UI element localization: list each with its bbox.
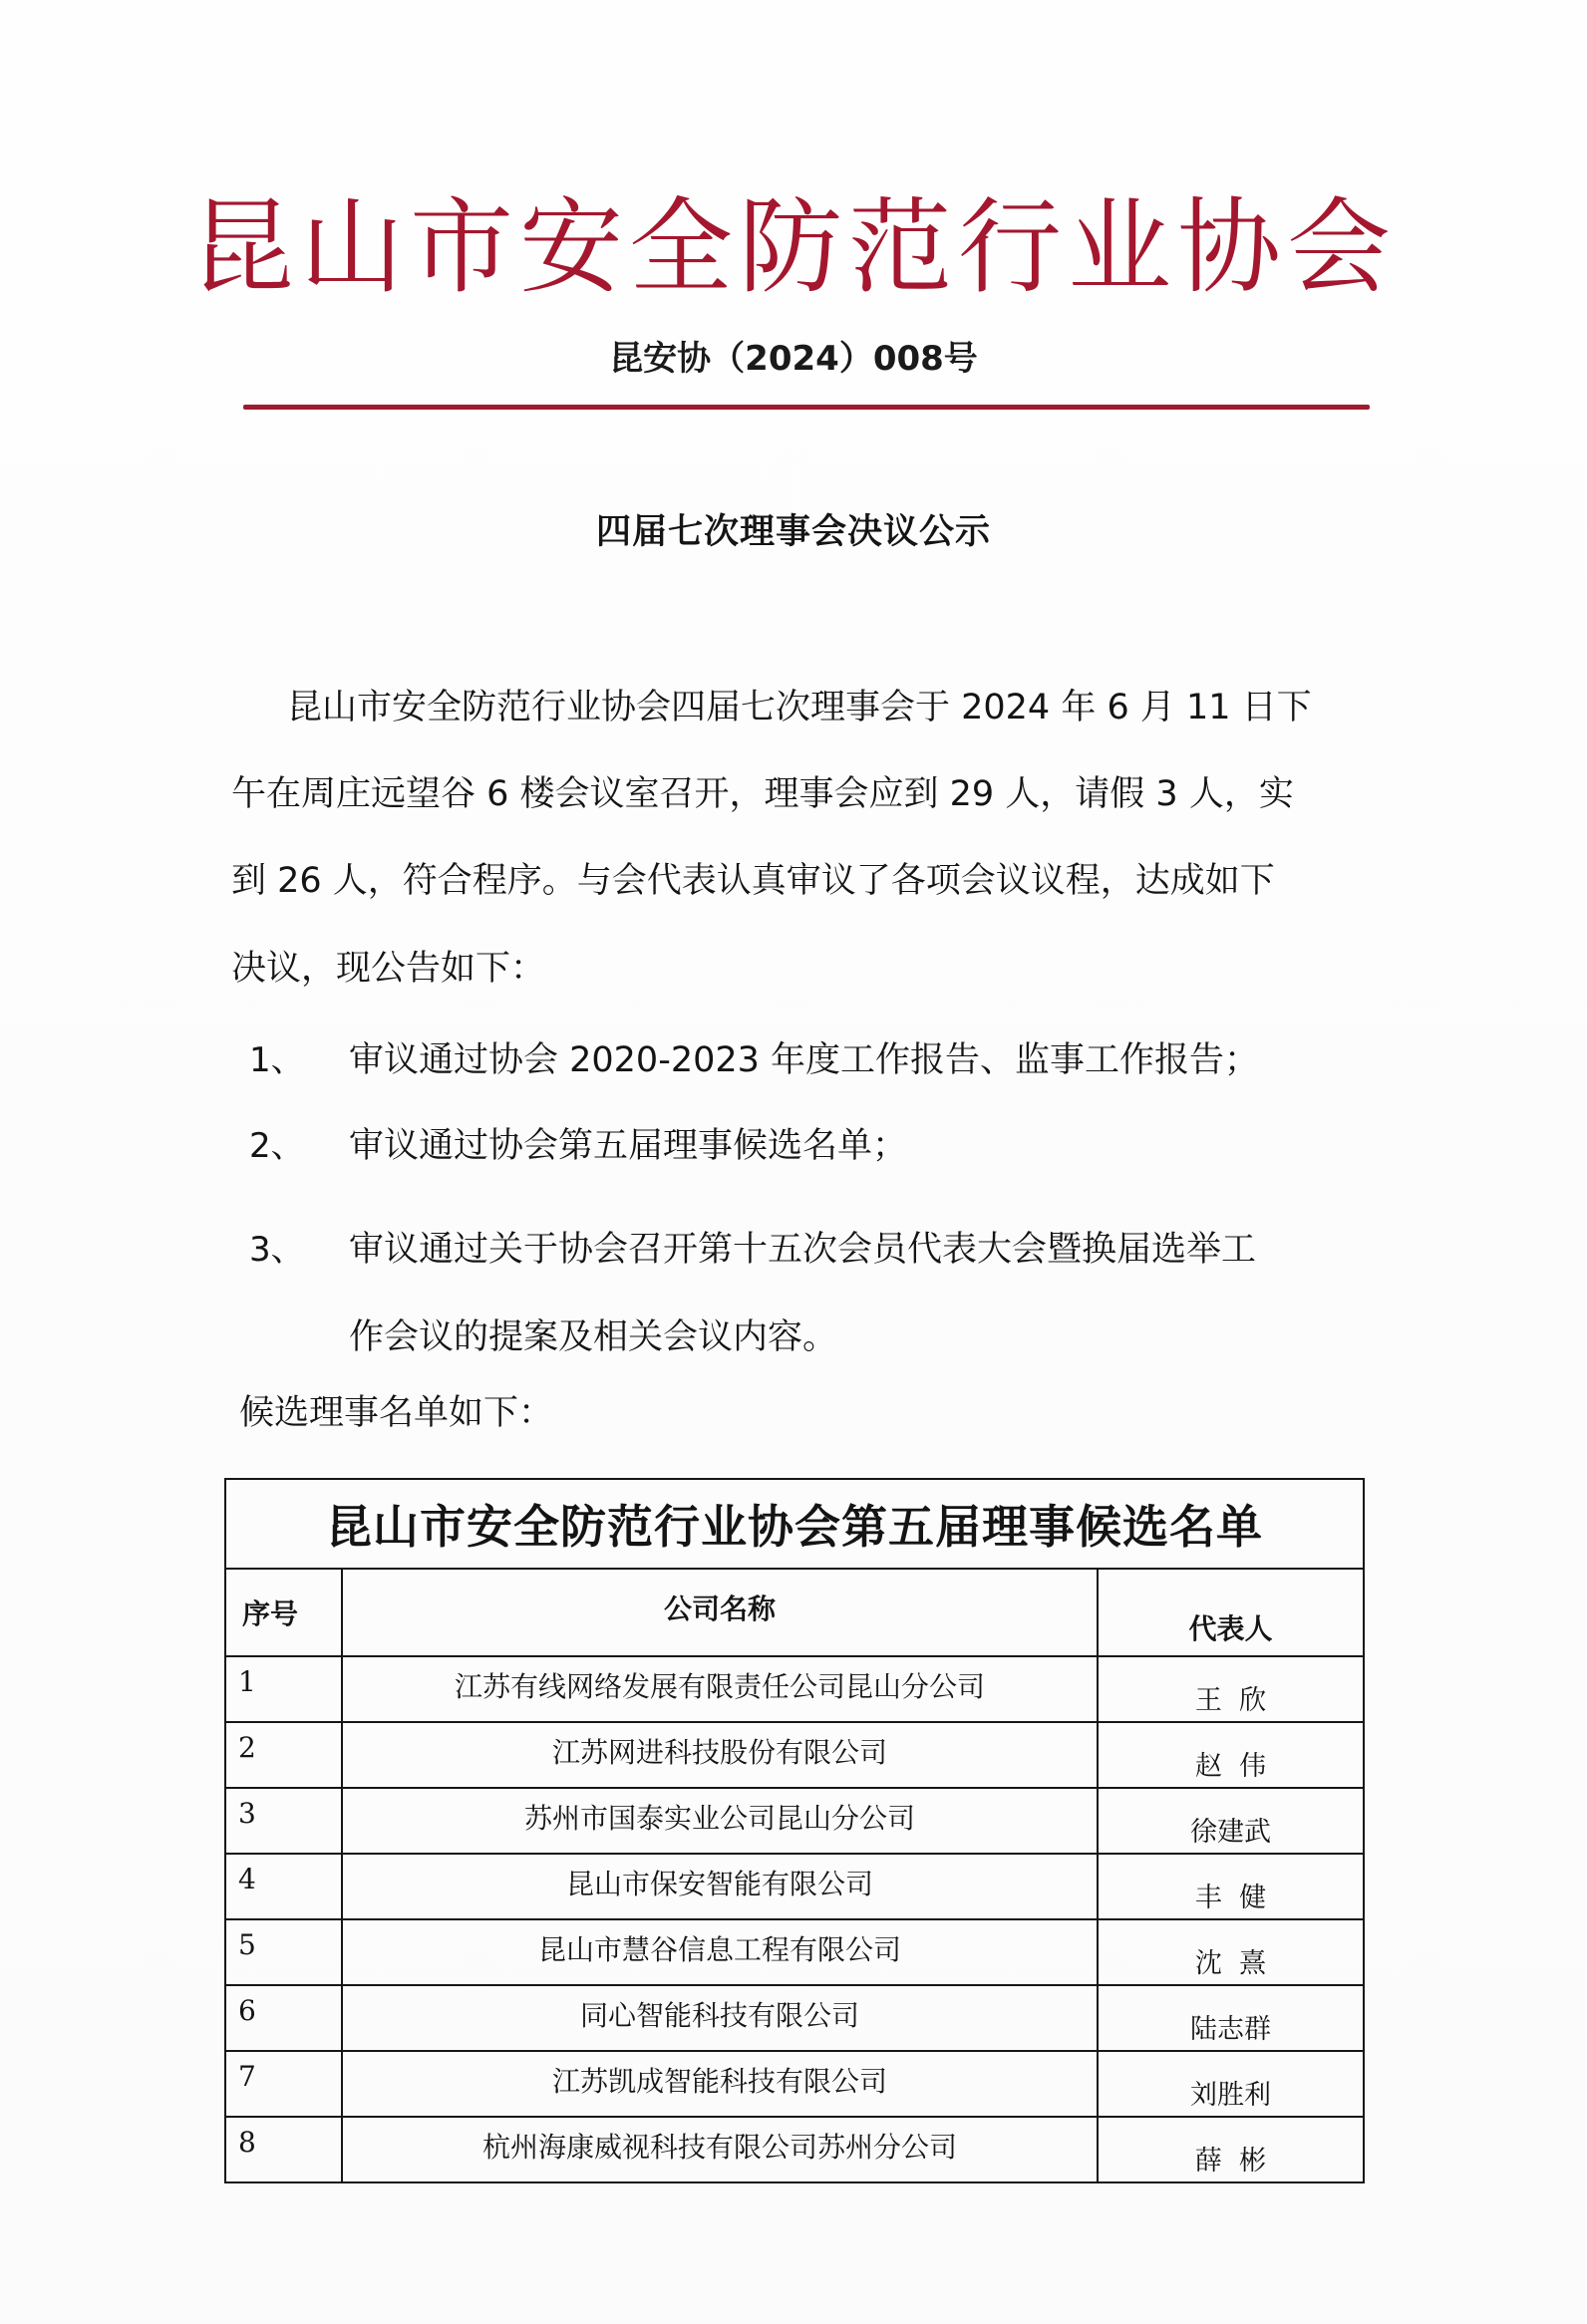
table-caption-row	[225, 1479, 1364, 1569]
paragraph-line: 到 26 人，符合程序。与会代表认真审议了各项会议议程，达成如下	[231, 861, 1275, 901]
cell-no: 6	[225, 1985, 342, 2051]
paragraph-line: 昆山市安全防范行业协会四届七次理事会于 2024 年 6 月 11 日下	[287, 688, 1312, 727]
column-header-company: 公司名称	[342, 1569, 1098, 1656]
notice-title: 四届七次理事会决议公示	[595, 512, 991, 552]
cell-company: 杭州海康威视科技有限公司苏州分公司	[342, 2117, 1098, 2182]
cell-no: 8	[225, 2117, 342, 2182]
cell-no: 1	[225, 1656, 342, 1722]
cell-no: 5	[225, 1919, 342, 1985]
cell-company: 江苏有线网络发展有限责任公司昆山分公司	[342, 1656, 1098, 1722]
cell-no: 3	[225, 1788, 342, 1854]
cell-representative: 徐建武	[1098, 1788, 1364, 1854]
table-row	[225, 1985, 1364, 2051]
cell-company: 昆山市慧谷信息工程有限公司	[342, 1919, 1098, 1985]
table-header-row	[225, 1569, 1364, 1656]
table-row	[225, 1854, 1364, 1919]
table-caption: 昆山市安全防范行业协会第五届理事候选名单	[225, 1479, 1364, 1569]
paragraph-line: 决议，现公告如下：	[231, 949, 546, 989]
table-row	[225, 1722, 1364, 1788]
resolution-text: 作会议的提案及相关会议内容。	[349, 1317, 838, 1357]
resolution-number: 3、	[249, 1230, 305, 1270]
document-number: 昆安协（2024）008号	[609, 339, 978, 379]
candidate-list-intro: 候选理事名单如下：	[239, 1393, 554, 1433]
cell-representative: 陆志群	[1098, 1985, 1364, 2051]
table-row	[225, 1656, 1364, 1722]
cell-representative: 丰 健	[1098, 1854, 1364, 1919]
resolution-text: 审议通过协会 2020-2023 年度工作报告、监事工作报告；	[349, 1040, 1260, 1080]
cell-representative: 刘胜利	[1098, 2051, 1364, 2117]
cell-no: 4	[225, 1854, 342, 1919]
table-row	[225, 1788, 1364, 1854]
candidate-table-container	[224, 1478, 1363, 2183]
resolution-text: 审议通过关于协会召开第十五次会员代表大会暨换届选举工	[349, 1230, 1257, 1270]
resolution-text: 审议通过协会第五届理事候选名单；	[349, 1126, 908, 1166]
table-row	[225, 1919, 1364, 1985]
table-row	[225, 2051, 1364, 2117]
column-header-representative: 代表人	[1098, 1569, 1364, 1656]
cell-no: 2	[225, 1722, 342, 1788]
cell-no: 7	[225, 2051, 342, 2117]
cell-representative: 沈 熹	[1098, 1919, 1364, 1985]
cell-company: 江苏凯成智能科技有限公司	[342, 2051, 1098, 2117]
table-row	[225, 2117, 1364, 2182]
organization-letterhead-title: 昆山市安全防范行业协会	[189, 186, 1397, 308]
resolution-number: 1、	[249, 1040, 305, 1080]
cell-representative: 王 欣	[1098, 1656, 1364, 1722]
cell-company: 苏州市国泰实业公司昆山分公司	[342, 1788, 1098, 1854]
cell-company: 江苏网进科技股份有限公司	[342, 1722, 1098, 1788]
cell-representative: 薛 彬	[1098, 2117, 1364, 2182]
column-header-no: 序号	[225, 1569, 342, 1656]
cell-company: 同心智能科技有限公司	[342, 1985, 1098, 2051]
letterhead-red-divider	[243, 405, 1370, 410]
candidate-table	[224, 1478, 1365, 2183]
paragraph-line: 午在周庄远望谷 6 楼会议室召开，理事会应到 29 人，请假 3 人，实	[231, 774, 1294, 814]
cell-company: 昆山市保安智能有限公司	[342, 1854, 1098, 1919]
resolution-number: 2、	[249, 1126, 305, 1166]
cell-representative: 赵 伟	[1098, 1722, 1364, 1788]
